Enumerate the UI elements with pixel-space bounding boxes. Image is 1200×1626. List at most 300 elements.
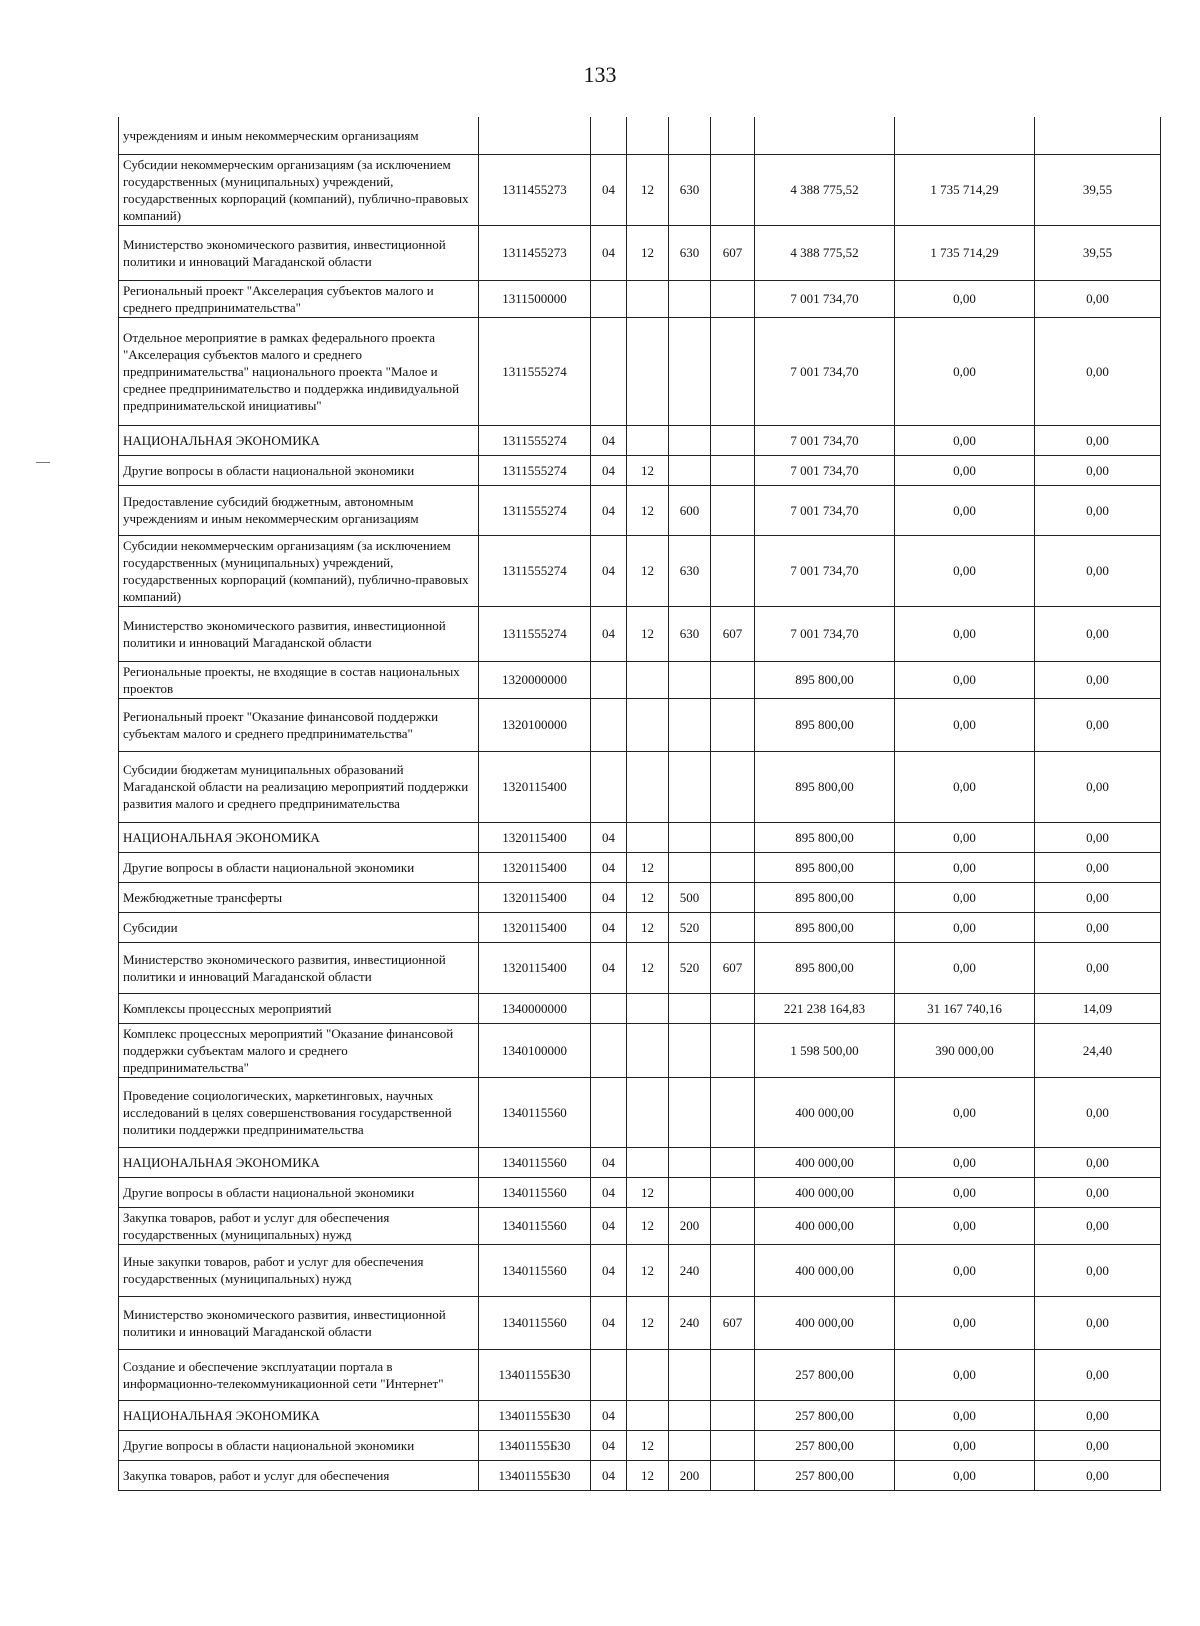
row-fact: 0,00 xyxy=(895,455,1035,485)
row-fact: 0,00 xyxy=(895,1177,1035,1207)
row-expense-type xyxy=(669,455,711,485)
row-section: 04 xyxy=(591,225,627,280)
row-agency xyxy=(711,882,755,912)
table-row xyxy=(119,1400,1161,1430)
row-subsection xyxy=(627,1400,669,1430)
row-plan: 1 598 500,00 xyxy=(755,1023,895,1077)
table-row xyxy=(119,1244,1161,1296)
table-row xyxy=(119,425,1161,455)
row-subsection xyxy=(627,280,669,317)
row-code: 1311555274 xyxy=(479,455,591,485)
row-expense-type xyxy=(669,280,711,317)
row-name: учреждениям и иным некоммерческим организациям xyxy=(119,117,479,154)
table-row xyxy=(119,225,1161,280)
row-name: НАЦИОНАЛЬНАЯ ЭКОНОМИКА xyxy=(119,822,479,852)
table-row xyxy=(119,1349,1161,1400)
row-section xyxy=(591,1023,627,1077)
row-code: 1320115400 xyxy=(479,751,591,822)
row-expense-type xyxy=(669,698,711,751)
row-code: 1311555274 xyxy=(479,317,591,425)
row-name: НАЦИОНАЛЬНАЯ ЭКОНОМИКА xyxy=(119,425,479,455)
row-name: Региональный проект "Акселерация субъектов малого и среднего предпринимательства" xyxy=(119,280,479,317)
row-percent: 0,00 xyxy=(1035,606,1161,661)
row-name: Субсидии некоммерческим организациям (за исключением государственных (муниципальных) учреждений, государственных корпораций (компаний), публично-правовых компаний) xyxy=(119,535,479,606)
row-subsection: 12 xyxy=(627,154,669,225)
margin-mark xyxy=(36,462,50,463)
row-name: Иные закупки товаров, работ и услуг для обеспечения государственных (муниципальных) нужд xyxy=(119,1244,479,1296)
row-fact: 0,00 xyxy=(895,942,1035,993)
row-section: 04 xyxy=(591,852,627,882)
table-row xyxy=(119,280,1161,317)
row-fact: 1 735 714,29 xyxy=(895,225,1035,280)
row-fact: 31 167 740,16 xyxy=(895,993,1035,1023)
row-agency xyxy=(711,154,755,225)
row-agency xyxy=(711,117,755,154)
table-row xyxy=(119,606,1161,661)
row-plan: 400 000,00 xyxy=(755,1244,895,1296)
row-section: 04 xyxy=(591,942,627,993)
row-section xyxy=(591,1349,627,1400)
row-subsection xyxy=(627,993,669,1023)
row-agency xyxy=(711,1077,755,1147)
row-name: Межбюджетные трансферты xyxy=(119,882,479,912)
row-section xyxy=(591,751,627,822)
row-name: НАЦИОНАЛЬНАЯ ЭКОНОМИКА xyxy=(119,1147,479,1177)
row-agency xyxy=(711,455,755,485)
row-section xyxy=(591,317,627,425)
row-percent: 0,00 xyxy=(1035,1077,1161,1147)
row-section: 04 xyxy=(591,154,627,225)
row-name: Другие вопросы в области национальной экономики xyxy=(119,1430,479,1460)
table-row xyxy=(119,1207,1161,1244)
row-subsection: 12 xyxy=(627,1207,669,1244)
row-percent: 39,55 xyxy=(1035,225,1161,280)
row-section: 04 xyxy=(591,822,627,852)
row-percent: 0,00 xyxy=(1035,425,1161,455)
row-name: Закупка товаров, работ и услуг для обеспечения государственных (муниципальных) нужд xyxy=(119,1207,479,1244)
row-expense-type: 630 xyxy=(669,154,711,225)
row-name: Создание и обеспечение эксплуатации портала в информационно-телекоммуникационной сети "Интернет" xyxy=(119,1349,479,1400)
row-plan: 7 001 734,70 xyxy=(755,485,895,535)
row-subsection: 12 xyxy=(627,485,669,535)
row-fact: 0,00 xyxy=(895,912,1035,942)
row-expense-type xyxy=(669,1023,711,1077)
row-agency xyxy=(711,1400,755,1430)
row-code xyxy=(479,117,591,154)
row-percent: 0,00 xyxy=(1035,1244,1161,1296)
row-plan: 257 800,00 xyxy=(755,1349,895,1400)
row-plan: 257 800,00 xyxy=(755,1430,895,1460)
row-plan: 221 238 164,83 xyxy=(755,993,895,1023)
row-plan: 7 001 734,70 xyxy=(755,455,895,485)
row-code: 1320000000 xyxy=(479,661,591,698)
row-code: 1320115400 xyxy=(479,882,591,912)
row-section xyxy=(591,661,627,698)
row-expense-type xyxy=(669,661,711,698)
row-section: 04 xyxy=(591,1147,627,1177)
row-percent: 0,00 xyxy=(1035,822,1161,852)
row-percent: 0,00 xyxy=(1035,1207,1161,1244)
row-code: 1320115400 xyxy=(479,942,591,993)
row-code: 1340115560 xyxy=(479,1177,591,1207)
row-subsection: 12 xyxy=(627,535,669,606)
row-subsection: 12 xyxy=(627,942,669,993)
row-plan: 7 001 734,70 xyxy=(755,535,895,606)
row-code: 1311500000 xyxy=(479,280,591,317)
row-agency xyxy=(711,425,755,455)
row-subsection xyxy=(627,117,669,154)
row-name: Региональные проекты, не входящие в состав национальных проектов xyxy=(119,661,479,698)
table-row xyxy=(119,154,1161,225)
row-expense-type xyxy=(669,993,711,1023)
row-expense-type: 200 xyxy=(669,1460,711,1490)
row-fact: 0,00 xyxy=(895,1244,1035,1296)
table-row xyxy=(119,1296,1161,1349)
table-row xyxy=(119,852,1161,882)
row-agency: 607 xyxy=(711,942,755,993)
row-percent: 0,00 xyxy=(1035,698,1161,751)
row-fact: 0,00 xyxy=(895,1147,1035,1177)
row-section: 04 xyxy=(591,455,627,485)
table-row xyxy=(119,1177,1161,1207)
row-fact: 0,00 xyxy=(895,1077,1035,1147)
table-row xyxy=(119,1430,1161,1460)
row-plan: 400 000,00 xyxy=(755,1077,895,1147)
row-expense-type xyxy=(669,852,711,882)
row-agency xyxy=(711,912,755,942)
row-code: 1340115560 xyxy=(479,1207,591,1244)
row-section: 04 xyxy=(591,1296,627,1349)
row-plan: 7 001 734,70 xyxy=(755,425,895,455)
row-code: 1320115400 xyxy=(479,822,591,852)
row-subsection xyxy=(627,661,669,698)
row-name: Комплексы процессных мероприятий xyxy=(119,993,479,1023)
row-subsection: 12 xyxy=(627,1296,669,1349)
row-fact: 0,00 xyxy=(895,535,1035,606)
row-agency xyxy=(711,1207,755,1244)
row-agency xyxy=(711,1244,755,1296)
row-name: Субсидии некоммерческим организациям (за исключением государственных (муниципальных) учреждений, государственных корпораций (компаний), публично-правовых компаний) xyxy=(119,154,479,225)
table-row xyxy=(119,698,1161,751)
table-row xyxy=(119,1077,1161,1147)
row-plan xyxy=(755,117,895,154)
row-agency: 607 xyxy=(711,606,755,661)
row-agency xyxy=(711,280,755,317)
row-expense-type: 240 xyxy=(669,1296,711,1349)
row-expense-type xyxy=(669,1349,711,1400)
row-agency xyxy=(711,751,755,822)
row-code: 13401155Б30 xyxy=(479,1430,591,1460)
row-subsection xyxy=(627,425,669,455)
row-agency xyxy=(711,535,755,606)
row-agency xyxy=(711,1177,755,1207)
row-plan: 257 800,00 xyxy=(755,1400,895,1430)
row-percent: 0,00 xyxy=(1035,912,1161,942)
table-row xyxy=(119,661,1161,698)
row-name: Субсидии xyxy=(119,912,479,942)
row-plan: 895 800,00 xyxy=(755,882,895,912)
row-expense-type: 630 xyxy=(669,225,711,280)
row-plan: 400 000,00 xyxy=(755,1177,895,1207)
row-percent: 0,00 xyxy=(1035,317,1161,425)
row-agency xyxy=(711,485,755,535)
row-expense-type xyxy=(669,1077,711,1147)
table-row xyxy=(119,912,1161,942)
row-fact: 0,00 xyxy=(895,661,1035,698)
row-fact: 1 735 714,29 xyxy=(895,154,1035,225)
row-percent: 0,00 xyxy=(1035,882,1161,912)
row-subsection: 12 xyxy=(627,1244,669,1296)
row-subsection xyxy=(627,1023,669,1077)
budget-table xyxy=(118,117,1161,1491)
row-plan: 400 000,00 xyxy=(755,1296,895,1349)
row-subsection xyxy=(627,751,669,822)
row-subsection: 12 xyxy=(627,225,669,280)
table-row xyxy=(119,485,1161,535)
row-fact: 390 000,00 xyxy=(895,1023,1035,1077)
row-subsection xyxy=(627,317,669,425)
table-row xyxy=(119,993,1161,1023)
row-name: Министерство экономического развития, инвестиционной политики и инноваций Магаданской области xyxy=(119,942,479,993)
row-section: 04 xyxy=(591,485,627,535)
row-agency xyxy=(711,852,755,882)
row-name: Другие вопросы в области национальной экономики xyxy=(119,455,479,485)
row-section: 04 xyxy=(591,1177,627,1207)
row-section xyxy=(591,993,627,1023)
row-code: 1311555274 xyxy=(479,485,591,535)
row-code: 1311555274 xyxy=(479,535,591,606)
table-row xyxy=(119,535,1161,606)
row-plan: 895 800,00 xyxy=(755,822,895,852)
row-plan: 4 388 775,52 xyxy=(755,154,895,225)
row-section: 04 xyxy=(591,1244,627,1296)
row-plan: 7 001 734,70 xyxy=(755,317,895,425)
table-body xyxy=(119,117,1161,1490)
row-code: 1340115560 xyxy=(479,1244,591,1296)
table-row xyxy=(119,751,1161,822)
row-code: 1340000000 xyxy=(479,993,591,1023)
row-name: Другие вопросы в области национальной экономики xyxy=(119,852,479,882)
row-code: 1320115400 xyxy=(479,852,591,882)
row-code: 13401155Б30 xyxy=(479,1460,591,1490)
row-name: Проведение социологических, маркетинговых, научных исследований в целях совершенствования государственной политики поддержки предпринимательства xyxy=(119,1077,479,1147)
row-fact: 0,00 xyxy=(895,822,1035,852)
row-section: 04 xyxy=(591,1430,627,1460)
table-row xyxy=(119,455,1161,485)
row-subsection xyxy=(627,822,669,852)
row-expense-type: 600 xyxy=(669,485,711,535)
row-percent: 0,00 xyxy=(1035,1430,1161,1460)
row-percent: 0,00 xyxy=(1035,1349,1161,1400)
row-percent: 0,00 xyxy=(1035,942,1161,993)
row-fact: 0,00 xyxy=(895,882,1035,912)
row-fact: 0,00 xyxy=(895,1207,1035,1244)
row-name: Другие вопросы в области национальной экономики xyxy=(119,1177,479,1207)
row-name: НАЦИОНАЛЬНАЯ ЭКОНОМИКА xyxy=(119,1400,479,1430)
row-fact: 0,00 xyxy=(895,1430,1035,1460)
table-row xyxy=(119,882,1161,912)
row-subsection xyxy=(627,1147,669,1177)
row-section xyxy=(591,280,627,317)
row-percent: 0,00 xyxy=(1035,852,1161,882)
row-code: 1311555274 xyxy=(479,425,591,455)
row-fact: 0,00 xyxy=(895,751,1035,822)
row-percent: 0,00 xyxy=(1035,1177,1161,1207)
row-plan: 895 800,00 xyxy=(755,661,895,698)
row-agency xyxy=(711,698,755,751)
row-plan: 400 000,00 xyxy=(755,1147,895,1177)
row-fact: 0,00 xyxy=(895,1349,1035,1400)
row-fact: 0,00 xyxy=(895,425,1035,455)
row-code: 1320100000 xyxy=(479,698,591,751)
row-expense-type xyxy=(669,117,711,154)
row-code: 1340115560 xyxy=(479,1296,591,1349)
row-subsection xyxy=(627,1349,669,1400)
row-expense-type xyxy=(669,1177,711,1207)
row-agency: 607 xyxy=(711,225,755,280)
row-fact: 0,00 xyxy=(895,1460,1035,1490)
row-code: 1340115560 xyxy=(479,1147,591,1177)
row-expense-type xyxy=(669,1430,711,1460)
table-row xyxy=(119,822,1161,852)
row-subsection: 12 xyxy=(627,455,669,485)
row-subsection xyxy=(627,698,669,751)
row-percent: 39,55 xyxy=(1035,154,1161,225)
row-subsection: 12 xyxy=(627,852,669,882)
row-percent xyxy=(1035,117,1161,154)
row-plan: 257 800,00 xyxy=(755,1460,895,1490)
row-expense-type: 200 xyxy=(669,1207,711,1244)
row-fact: 0,00 xyxy=(895,852,1035,882)
row-percent: 0,00 xyxy=(1035,455,1161,485)
row-agency xyxy=(711,1430,755,1460)
row-expense-type xyxy=(669,822,711,852)
row-agency xyxy=(711,1147,755,1177)
row-name: Министерство экономического развития, инвестиционной политики и инноваций Магаданской области xyxy=(119,606,479,661)
row-section: 04 xyxy=(591,425,627,455)
row-percent: 0,00 xyxy=(1035,280,1161,317)
row-agency xyxy=(711,661,755,698)
row-expense-type: 500 xyxy=(669,882,711,912)
row-fact: 0,00 xyxy=(895,317,1035,425)
row-expense-type: 630 xyxy=(669,535,711,606)
row-subsection xyxy=(627,1077,669,1147)
row-subsection: 12 xyxy=(627,1177,669,1207)
row-agency xyxy=(711,1023,755,1077)
row-expense-type xyxy=(669,751,711,822)
row-name: Предоставление субсидий бюджетным, автономным учреждениям и иным некоммерческим организациям xyxy=(119,485,479,535)
row-section: 04 xyxy=(591,535,627,606)
row-expense-type xyxy=(669,1147,711,1177)
row-expense-type xyxy=(669,425,711,455)
page-number: 133 xyxy=(583,62,617,87)
row-subsection: 12 xyxy=(627,1460,669,1490)
row-expense-type xyxy=(669,317,711,425)
row-expense-type: 630 xyxy=(669,606,711,661)
row-section xyxy=(591,698,627,751)
row-percent: 24,40 xyxy=(1035,1023,1161,1077)
row-subsection: 12 xyxy=(627,912,669,942)
table-row xyxy=(119,1460,1161,1490)
row-section: 04 xyxy=(591,606,627,661)
row-code: 1340100000 xyxy=(479,1023,591,1077)
row-fact: 0,00 xyxy=(895,606,1035,661)
row-name: Субсидии бюджетам муниципальных образований Магаданской области на реализацию мероприятий поддержки развития малого и среднего предпринимательства xyxy=(119,751,479,822)
row-fact: 0,00 xyxy=(895,698,1035,751)
row-name: Закупка товаров, работ и услуг для обеспечения xyxy=(119,1460,479,1490)
row-percent: 0,00 xyxy=(1035,751,1161,822)
row-fact xyxy=(895,117,1035,154)
row-percent: 0,00 xyxy=(1035,1460,1161,1490)
row-name: Комплекс процессных мероприятий "Оказание финансовой поддержки субъектам малого и среднего предпринимательства" xyxy=(119,1023,479,1077)
row-subsection: 12 xyxy=(627,1430,669,1460)
row-section: 04 xyxy=(591,912,627,942)
row-section: 04 xyxy=(591,882,627,912)
table-row xyxy=(119,942,1161,993)
row-expense-type: 520 xyxy=(669,912,711,942)
row-plan: 4 388 775,52 xyxy=(755,225,895,280)
row-plan: 895 800,00 xyxy=(755,942,895,993)
row-plan: 895 800,00 xyxy=(755,698,895,751)
row-plan: 400 000,00 xyxy=(755,1207,895,1244)
row-agency xyxy=(711,822,755,852)
row-percent: 0,00 xyxy=(1035,535,1161,606)
row-section: 04 xyxy=(591,1207,627,1244)
row-subsection: 12 xyxy=(627,606,669,661)
row-percent: 14,09 xyxy=(1035,993,1161,1023)
row-percent: 0,00 xyxy=(1035,661,1161,698)
row-plan: 7 001 734,70 xyxy=(755,280,895,317)
row-fact: 0,00 xyxy=(895,485,1035,535)
row-code: 1340115560 xyxy=(479,1077,591,1147)
table-row xyxy=(119,1023,1161,1077)
row-code: 1320115400 xyxy=(479,912,591,942)
row-plan: 895 800,00 xyxy=(755,912,895,942)
row-percent: 0,00 xyxy=(1035,485,1161,535)
row-section xyxy=(591,117,627,154)
row-agency: 607 xyxy=(711,1296,755,1349)
row-fact: 0,00 xyxy=(895,1400,1035,1430)
row-percent: 0,00 xyxy=(1035,1147,1161,1177)
row-agency xyxy=(711,317,755,425)
row-plan: 895 800,00 xyxy=(755,852,895,882)
row-name: Региональный проект "Оказание финансовой поддержки субъектам малого и среднего предпринимательства" xyxy=(119,698,479,751)
row-agency xyxy=(711,1349,755,1400)
row-code: 1311455273 xyxy=(479,154,591,225)
row-expense-type: 520 xyxy=(669,942,711,993)
row-fact: 0,00 xyxy=(895,280,1035,317)
row-name: Отдельное мероприятие в рамках федерального проекта "Акселерация субъектов малого и среднего предпринимательства" национального проекта "Малое и среднее предпринимательство и поддержка индивидуальной предпринимательской инициативы" xyxy=(119,317,479,425)
row-name: Министерство экономического развития, инвестиционной политики и инноваций Магаданской области xyxy=(119,1296,479,1349)
row-agency xyxy=(711,1460,755,1490)
row-code: 13401155Б30 xyxy=(479,1400,591,1430)
row-percent: 0,00 xyxy=(1035,1400,1161,1430)
row-name: Министерство экономического развития, инвестиционной политики и инноваций Магаданской области xyxy=(119,225,479,280)
row-fact: 0,00 xyxy=(895,1296,1035,1349)
row-plan: 7 001 734,70 xyxy=(755,606,895,661)
row-code: 1311555274 xyxy=(479,606,591,661)
row-plan: 895 800,00 xyxy=(755,751,895,822)
row-code: 1311455273 xyxy=(479,225,591,280)
row-agency xyxy=(711,993,755,1023)
row-subsection: 12 xyxy=(627,882,669,912)
row-expense-type: 240 xyxy=(669,1244,711,1296)
row-code: 13401155Б30 xyxy=(479,1349,591,1400)
row-section: 04 xyxy=(591,1460,627,1490)
row-section xyxy=(591,1077,627,1147)
row-section: 04 xyxy=(591,1400,627,1430)
table-row xyxy=(119,117,1161,154)
